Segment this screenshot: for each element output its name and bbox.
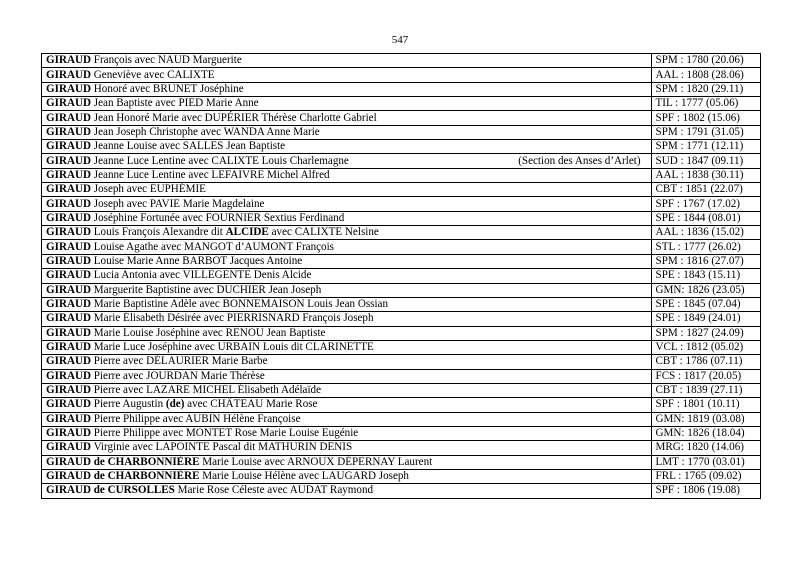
record-reference-cell — [651, 484, 760, 498]
record-reference-cell — [651, 154, 760, 168]
record-names-cell — [42, 168, 652, 182]
record-reference-cell — [651, 68, 760, 82]
record-surname: GIRAUD — [46, 427, 91, 440]
record-emphasis: (de) — [165, 398, 185, 411]
record-reference: SPM : 1827 (24.09) — [655, 326, 744, 339]
table-row — [42, 484, 761, 498]
record-reference-cell — [651, 183, 760, 197]
record-surname: GIRAUD — [46, 369, 91, 382]
record-names: Louis François Alexandre dit — [93, 226, 223, 239]
record-names-cell — [42, 412, 652, 426]
record-reference-cell — [651, 54, 760, 68]
record-surname: GIRAUD — [46, 240, 91, 253]
record-surname: GIRAUD — [46, 54, 91, 67]
record-reference: GMN: 1826 (18.04) — [655, 427, 745, 440]
record-surname: GIRAUD — [46, 412, 91, 425]
record-surname: GIRAUD — [46, 326, 91, 339]
record-surname: GIRAUD — [46, 298, 91, 311]
record-reference: TIL : 1777 (05.06) — [655, 97, 739, 110]
record-names-cell — [42, 312, 652, 326]
record-reference: SUD : 1847 (09.11) — [655, 154, 744, 167]
record-names-cell — [42, 197, 652, 211]
record-names-cell — [42, 441, 652, 455]
record-names-cell — [42, 125, 652, 139]
record-surname: GIRAUD — [46, 269, 91, 282]
record-names: Marie Rose Céleste avec AUDAT Raymond — [177, 484, 374, 497]
record-reference-cell — [651, 326, 760, 340]
record-reference-cell — [651, 168, 760, 182]
table-row — [42, 412, 761, 426]
record-surname: GIRAUD — [46, 168, 91, 181]
record-reference-cell — [651, 412, 760, 426]
record-names-cell — [42, 369, 652, 383]
record-reference: SPE : 1844 (08.01) — [655, 211, 741, 224]
record-reference-cell — [651, 312, 760, 326]
record-names: Jeanne Louise avec SALLES Jean Baptiste — [93, 140, 286, 153]
record-surname: GIRAUD de CHARBONNIÈRE — [46, 455, 200, 468]
record-reference: VCL : 1812 (05.02) — [655, 341, 744, 354]
table-row — [42, 383, 761, 397]
record-surname: GIRAUD — [46, 283, 91, 296]
record-names-cell — [42, 254, 652, 268]
record-reference: SPF : 1767 (17.02) — [655, 197, 740, 210]
record-reference: CBT : 1839 (27.11) — [655, 384, 743, 397]
record-surname: GIRAUD — [46, 125, 91, 138]
record-names: Marie Baptistine Adèle avec BONNEMAISON Louis Jean Ossian — [93, 298, 389, 311]
record-surname: GIRAUD — [46, 254, 91, 267]
record-surname: GIRAUD — [46, 398, 91, 411]
record-surname: GIRAUD de CHARBONNIÈRE — [46, 470, 200, 483]
record-reference-cell — [651, 398, 760, 412]
record-reference: FCS : 1817 (20.05) — [655, 369, 742, 382]
record-names: Joséphine Fortunée avec FOURNIER Sextius Ferdinand — [93, 211, 345, 224]
record-names: Louise Marie Anne BARBOT Jacques Antoine — [93, 254, 303, 267]
record-surname: GIRAUD — [46, 82, 91, 95]
record-surname: GIRAUD — [46, 183, 91, 196]
record-note: (Section des Anses d’Arlet) — [518, 154, 641, 167]
record-reference: SPF : 1802 (15.06) — [655, 111, 740, 124]
table-row — [42, 398, 761, 412]
record-reference: GMN: 1826 (23.05) — [655, 283, 745, 296]
record-surname: GIRAUD — [46, 197, 91, 210]
record-surname: GIRAUD — [46, 441, 91, 454]
table-row — [42, 226, 761, 240]
record-reference-cell — [651, 426, 760, 440]
table-row — [42, 125, 761, 139]
record-reference-cell — [651, 111, 760, 125]
record-reference-cell — [651, 125, 760, 139]
record-names: Joseph avec EUPHÉMIE — [93, 183, 206, 196]
record-names-cell — [42, 211, 652, 225]
record-emphasis: ALCIDE — [225, 226, 269, 239]
record-reference: LMT : 1770 (03.01) — [655, 455, 745, 468]
record-reference: SPF : 1801 (10.11) — [655, 398, 740, 411]
record-names: Jeanne Luce Lentine avec CALIXTE Louis Charlemagne — [93, 154, 349, 167]
record-names-cell — [42, 426, 652, 440]
record-reference: SPE : 1845 (07.04) — [655, 298, 741, 311]
table-row — [42, 97, 761, 111]
table-row — [42, 140, 761, 154]
record-names-continued: avec CHÂTEAU Marie Rose — [187, 398, 318, 411]
record-names-cell — [42, 355, 652, 369]
record-reference: AAL : 1838 (30.11) — [655, 168, 744, 181]
record-names: Pierre avec JOURDAN Marie Thérèse — [93, 369, 265, 382]
record-names-cell — [42, 326, 652, 340]
record-names-cell — [42, 140, 652, 154]
record-names: Marie Élisabeth Désirée avec PIERRISNARD François Joseph — [93, 312, 374, 325]
table-row — [42, 168, 761, 182]
table-row — [42, 68, 761, 82]
table-row — [42, 426, 761, 440]
table-row — [42, 369, 761, 383]
record-names: Marie Louise Joséphine avec RENOU Jean Baptiste — [93, 326, 326, 339]
record-reference-cell — [651, 269, 760, 283]
record-reference: MRG: 1820 (14.06) — [655, 441, 744, 454]
record-names-cell — [42, 82, 652, 96]
record-names: François avec NAUD Marguerite — [93, 54, 242, 67]
record-surname: GIRAUD — [46, 341, 91, 354]
record-names-cell — [42, 154, 652, 168]
record-reference: CBT : 1786 (07.11) — [655, 355, 743, 368]
record-reference-cell — [651, 254, 760, 268]
record-names: Marguerite Baptistine avec DUCHIER Jean Joseph — [93, 283, 322, 296]
record-reference: SPE : 1849 (24.01) — [655, 312, 741, 325]
record-names: Pierre avec DÉLAURIER Marie Barbe — [93, 355, 268, 368]
table-row — [42, 183, 761, 197]
record-names: Marie Louise avec ARNOUX DÉPERNAY Laurent — [202, 455, 433, 468]
table-row — [42, 355, 761, 369]
record-names-cell — [42, 283, 652, 297]
record-reference-cell — [651, 240, 760, 254]
table-row — [42, 240, 761, 254]
record-names-cell — [42, 455, 652, 469]
table-row — [42, 111, 761, 125]
record-reference-cell — [651, 369, 760, 383]
table-row — [42, 211, 761, 225]
table-row — [42, 154, 761, 168]
record-names-cell — [42, 484, 652, 498]
record-reference: SPM : 1780 (20.06) — [655, 54, 744, 67]
table-row — [42, 254, 761, 268]
record-reference: SPM : 1791 (31.05) — [655, 125, 744, 138]
record-surname: GIRAUD — [46, 154, 91, 167]
records-table — [41, 53, 761, 499]
record-surname: GIRAUD — [46, 111, 91, 124]
record-reference: SPE : 1843 (15.11) — [655, 269, 741, 282]
table-row — [42, 197, 761, 211]
record-names: Louise Agathe avec MANGOT d’AUMONT François — [93, 240, 335, 253]
record-reference-cell — [651, 211, 760, 225]
record-names: Marie Luce Joséphine avec URBAIN Louis dit CLARINETTE — [93, 341, 374, 354]
record-names-continued: avec CALIXTE Nelsine — [271, 226, 379, 239]
table-row — [42, 297, 761, 311]
table-row — [42, 455, 761, 469]
record-names: Pierre Philippe avec AUBIN Hélène Françoise — [93, 412, 301, 425]
record-reference: SPM : 1820 (29.11) — [655, 82, 744, 95]
record-names-cell — [42, 340, 652, 354]
record-names-cell — [42, 54, 652, 68]
page-number: 547 — [391, 34, 409, 46]
record-names-cell — [42, 183, 652, 197]
record-names-cell — [42, 469, 652, 483]
record-names: Lucia Antonia avec VILLEGENTE Denis Alcide — [93, 269, 312, 282]
record-reference-cell — [651, 383, 760, 397]
record-reference: AAL : 1836 (15.02) — [655, 226, 744, 239]
record-names: Pierre Augustin — [93, 398, 164, 411]
record-names: Jeanne Luce Lentine avec LEFAIVRE Michel Alfred — [93, 168, 330, 181]
record-names: Virginie avec LAPOINTE Pascal dit MATHURIN DENIS — [93, 441, 353, 454]
record-surname: GIRAUD — [46, 211, 91, 224]
record-names: Joseph avec PAVIE Marie Magdelaine — [93, 197, 265, 210]
record-names: Honoré avec BRUNET Joséphine — [93, 82, 244, 95]
table-row — [42, 326, 761, 340]
record-surname: GIRAUD — [46, 68, 91, 81]
record-names-cell — [42, 269, 652, 283]
record-reference-cell — [651, 197, 760, 211]
record-reference-cell — [651, 455, 760, 469]
record-surname: GIRAUD — [46, 312, 91, 325]
record-names-cell — [42, 297, 652, 311]
record-reference-cell — [651, 441, 760, 455]
table-row — [42, 441, 761, 455]
record-names: Pierre avec LAZARE MICHEL Élisabeth Adélaïde — [93, 384, 322, 397]
record-reference: SPF : 1806 (19.08) — [655, 484, 740, 497]
table-row — [42, 340, 761, 354]
record-reference-cell — [651, 97, 760, 111]
record-names-cell — [42, 68, 652, 82]
record-names-cell — [42, 226, 652, 240]
record-reference: CBT : 1851 (22.07) — [655, 183, 743, 196]
record-reference: AAL : 1808 (28.06) — [655, 68, 744, 81]
record-names: Marie Louise Hélène avec LAUGARD Joseph — [202, 470, 409, 483]
record-surname: GIRAUD — [46, 226, 91, 239]
records-table-body — [42, 54, 761, 499]
record-surname: GIRAUD — [46, 97, 91, 110]
record-reference: GMN: 1819 (03.08) — [655, 412, 745, 425]
record-reference-cell — [651, 340, 760, 354]
table-row — [42, 469, 761, 483]
record-reference: FRL : 1765 (09.02) — [655, 470, 742, 483]
record-names-cell — [42, 97, 652, 111]
record-reference-cell — [651, 355, 760, 369]
record-surname: GIRAUD de CURSOLLES — [46, 484, 175, 497]
record-names: Jean Baptiste avec PIED Marie Anne — [93, 97, 259, 110]
record-names: Pierre Philippe avec MONTET Rose Marie Louise Eugénie — [93, 427, 359, 440]
record-reference-cell — [651, 283, 760, 297]
record-reference-cell — [651, 140, 760, 154]
record-surname: GIRAUD — [46, 355, 91, 368]
table-row — [42, 312, 761, 326]
record-surname: GIRAUD — [46, 140, 91, 153]
record-surname: GIRAUD — [46, 384, 91, 397]
record-names: Jean Joseph Christophe avec WANDA Anne Marie — [93, 125, 320, 138]
record-names: Geneviève avec CALIXTE — [93, 68, 215, 81]
record-reference-cell — [651, 226, 760, 240]
record-reference-cell — [651, 469, 760, 483]
record-reference: SPM : 1816 (27.07) — [655, 254, 744, 267]
record-names: Jean Honoré Marie avec DUPÉRIER Thérèse Charlotte Gabriel — [93, 111, 377, 124]
record-reference-cell — [651, 82, 760, 96]
record-names-cell — [42, 398, 652, 412]
record-reference-cell — [651, 297, 760, 311]
record-names-cell — [42, 240, 652, 254]
table-row — [42, 283, 761, 297]
table-row — [42, 82, 761, 96]
record-reference: STL : 1777 (26.02) — [655, 240, 741, 253]
record-reference: SPM : 1771 (12.11) — [655, 140, 744, 153]
table-row — [42, 269, 761, 283]
record-names-cell — [42, 383, 652, 397]
table-row — [42, 54, 761, 68]
record-names-cell — [42, 111, 652, 125]
